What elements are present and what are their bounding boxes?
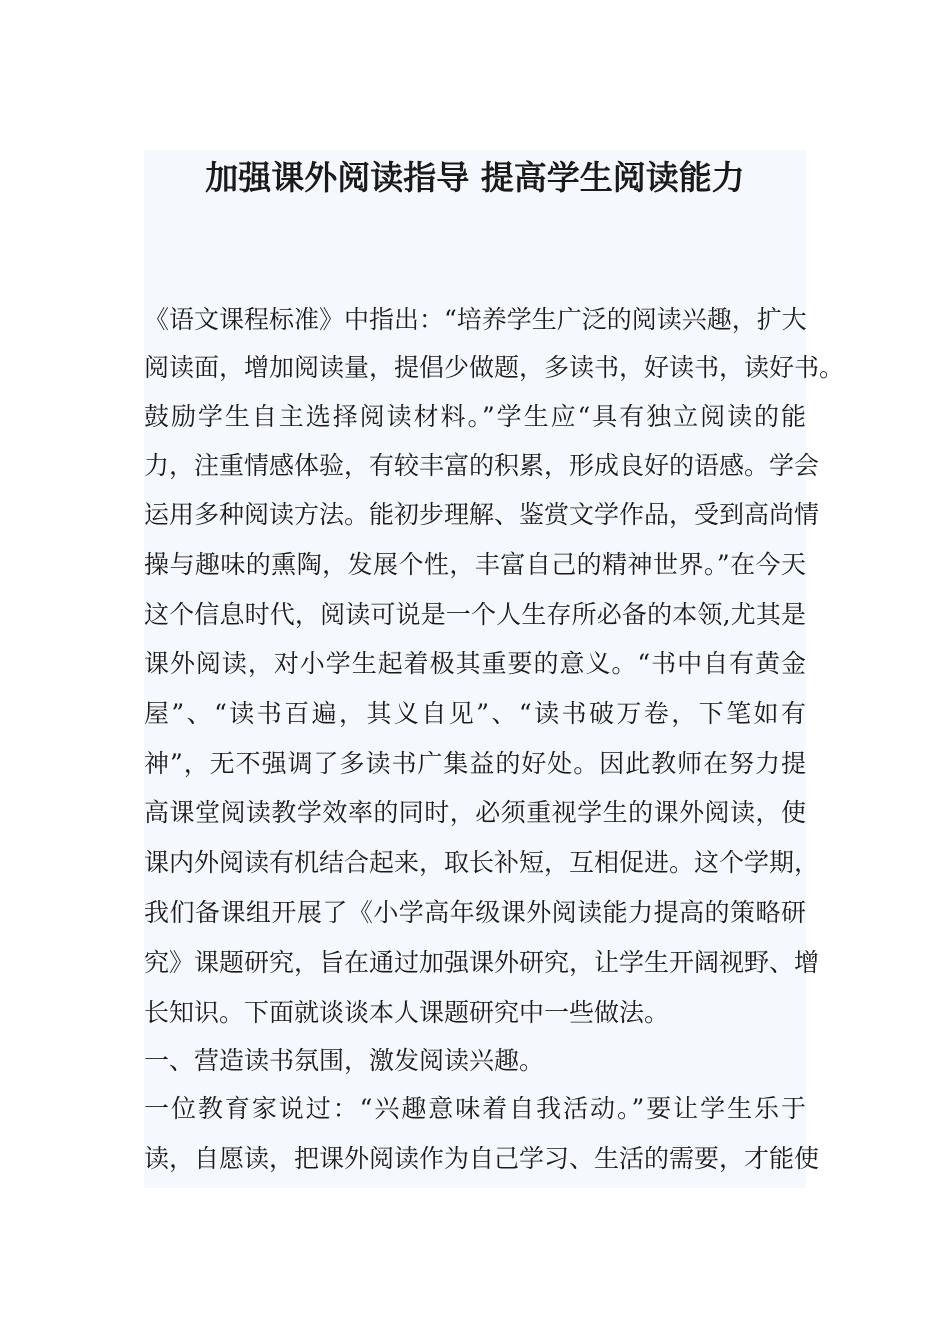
paragraph-1-line-9: 屋”、“读书百遍，其义自见”、“读书破万卷，下笔如有 <box>144 699 806 728</box>
paragraph-1-line-13: 我们备课组开展了《小学高年级课外阅读能力提高的策略研 <box>144 898 806 927</box>
paragraph-1-line-7: 这个信息时代，阅读可说是一个人生存所必备的本领,尤其是 <box>144 600 806 629</box>
paragraph-1-line-14: 究》课题研究，旨在通过加强课外研究，让学生开阔视野、增 <box>144 948 820 977</box>
paragraph-1-line-11: 高课堂阅读教学效率的同时，必须重视学生的课外阅读，使 <box>144 798 806 827</box>
paragraph-1-line-3: 鼓励学生自主选择阅读材料。”学生应“具有独立阅读的能 <box>144 402 806 431</box>
paragraph-1-line-1: 《语文课程标准》中指出：“培养学生广泛的阅读兴趣，扩大 <box>144 305 807 334</box>
document-title: 加强课外阅读指导 提高学生阅读能力 <box>205 158 745 197</box>
paragraph-1-line-15: 长知识。下面就谈谈本人课题研究中一些做法。 <box>144 998 670 1027</box>
paragraph-1-line-8: 课外阅读，对小学生起着极其重要的意义。“书中自有黄金 <box>144 649 806 678</box>
paragraph-1-line-5: 运用多种阅读方法。能初步理解、鉴赏文学作品，受到高尚情 <box>144 500 820 529</box>
paragraph-2-line-1: 一位教育家说过：“兴趣意味着自我活动。”要让学生乐于 <box>144 1094 806 1123</box>
paragraph-1-line-4: 力，注重情感体验，有较丰富的积累，形成良好的语感。学会 <box>144 451 820 480</box>
paragraph-1-line-12: 课内外阅读有机结合起来，取长补短，互相促进。这个学期， <box>144 848 820 877</box>
paragraph-1-line-2: 阅读面，增加阅读量，提倡少做题，多读书，好读书，读好书。 <box>144 353 845 382</box>
paragraph-2-line-2: 读，自愿读，把课外阅读作为自己学习、生活的需要，才能使 <box>144 1144 820 1173</box>
section-1-heading: 一、营造读书氛围，激发阅读兴趣。 <box>144 1046 545 1075</box>
paragraph-1-line-10: 神”，无不强调了多读书广集益的好处。因此教师在努力提 <box>144 749 806 778</box>
paragraph-1-line-6: 操与趣味的熏陶，发展个性，丰富自己的精神世界。”在今天 <box>144 550 806 579</box>
